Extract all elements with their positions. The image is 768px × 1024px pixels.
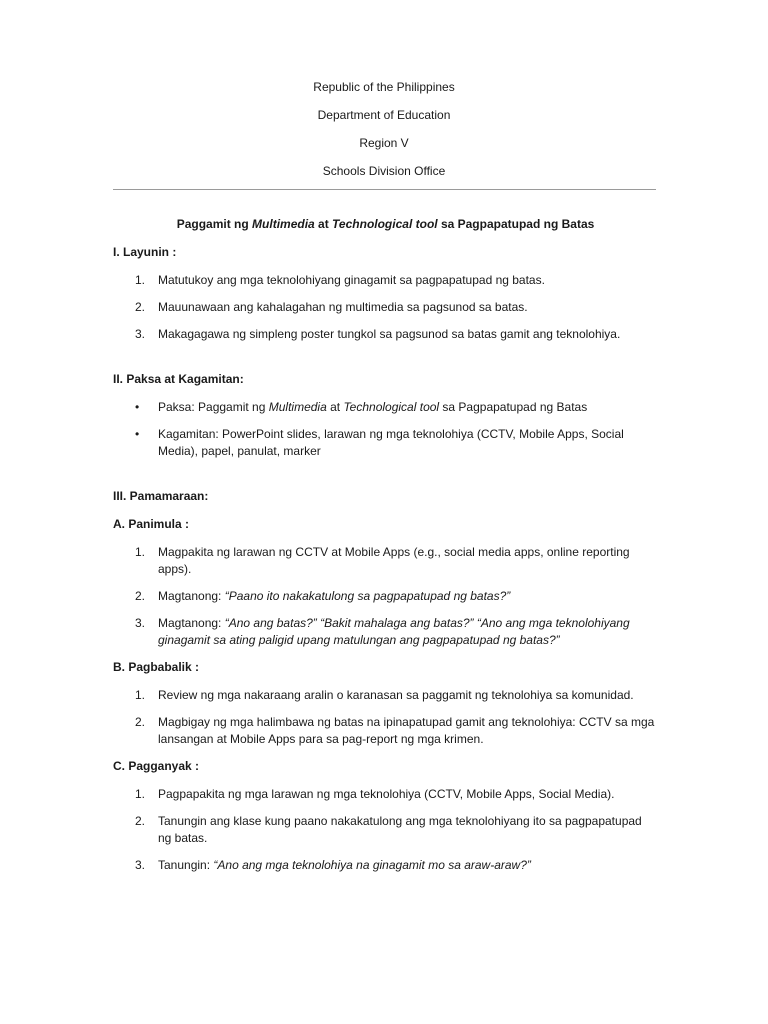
- pagbabalik-list: [113, 687, 658, 748]
- list-item: 2. Tanungin ang klase kung paano nakakatulong ang mga teknolohiyang ito sa pagpapatupad ng batas.: [135, 814, 642, 845]
- lesson-title: Paggamit ng Multimedia at Technological tool sa Pagpapatupad ng Batas: [176, 217, 595, 231]
- section-paksa-heading: II. Paksa at Kagamitan:: [113, 372, 244, 386]
- header-republic: Republic of the Philippines: [313, 80, 455, 94]
- list-item: 1. Matutukoy ang mga teknolohiyang ginagamit sa pagpapatupad ng batas.: [135, 273, 545, 287]
- list-item: 3. Magtanong: “Ano ang batas?” “Bakit mahalaga ang batas?” “Ano ang mga teknolohiyang ginagamit sa ating paligid upang matulungan ang pagpapatupad ng batas?”: [135, 616, 630, 647]
- list-item: • Kagamitan: PowerPoint slides, larawan ng mga teknolohiya (CCTV, Mobile Apps, Social Media), papel, panulat, marker: [135, 427, 624, 458]
- section-pamamaraan-heading: III. Pamamaraan:: [113, 489, 209, 503]
- document-body: [113, 216, 658, 884]
- list-item: 2. Magtanong: “Paano ito nakakatulong sa pagpapatupad ng batas?”: [135, 589, 511, 603]
- list-item: 1. Review ng mga nakaraang aralin o karanasan sa paggamit ng teknolohiya sa komunidad.: [135, 688, 634, 702]
- list-item: 2. Mauunawaan ang kahalagahan ng multimedia sa pagsunod sa batas.: [135, 300, 528, 314]
- panimula-list: [113, 544, 658, 649]
- subsection-panimula-heading: A. Panimula :: [113, 517, 190, 531]
- header-region: Region V: [359, 136, 409, 150]
- section-layunin-heading: I. Layunin :: [113, 245, 177, 259]
- subsection-pagganyak-heading: C. Pagganyak :: [113, 759, 200, 773]
- list-item: 3. Tanungin: “Ano ang mga teknolohiya na ginagamit mo sa araw-araw?”: [135, 858, 531, 872]
- pagganyak-list: [113, 786, 658, 874]
- header-department: Department of Education: [317, 108, 451, 122]
- bullet-icon: •: [135, 400, 140, 414]
- list-item: 3. Makagagawa ng simpleng poster tungkol sa pagsunod sa batas gamit ang teknolohiya.: [135, 327, 621, 341]
- paksa-list: [113, 399, 658, 460]
- bullet-icon: •: [135, 427, 140, 441]
- list-item: 2. Magbigay ng mga halimbawa ng batas na ipinapatupad gamit ang teknolohiya: CCTV sa mga lansangan at Mobile Apps para sa pag-report ng mga krimen.: [135, 715, 655, 746]
- list-item: 1. Pagpapakita ng mga larawan ng mga teknolohiya (CCTV, Mobile Apps, Social Media).: [135, 787, 615, 801]
- list-item: 1. Magpakita ng larawan ng CCTV at Mobile Apps (e.g., social media apps, online reporting apps).: [135, 545, 630, 576]
- list-item: • Paksa: Paggamit ng Multimedia at Technological tool sa Pagpapatupad ng Batas: [135, 400, 588, 414]
- document-header: [0, 79, 768, 191]
- header-division: Schools Division Office: [322, 164, 446, 178]
- layunin-list: [113, 272, 658, 343]
- subsection-pagbabalik-heading: B. Pagbabalik :: [113, 660, 200, 674]
- header-divider: [113, 189, 656, 190]
